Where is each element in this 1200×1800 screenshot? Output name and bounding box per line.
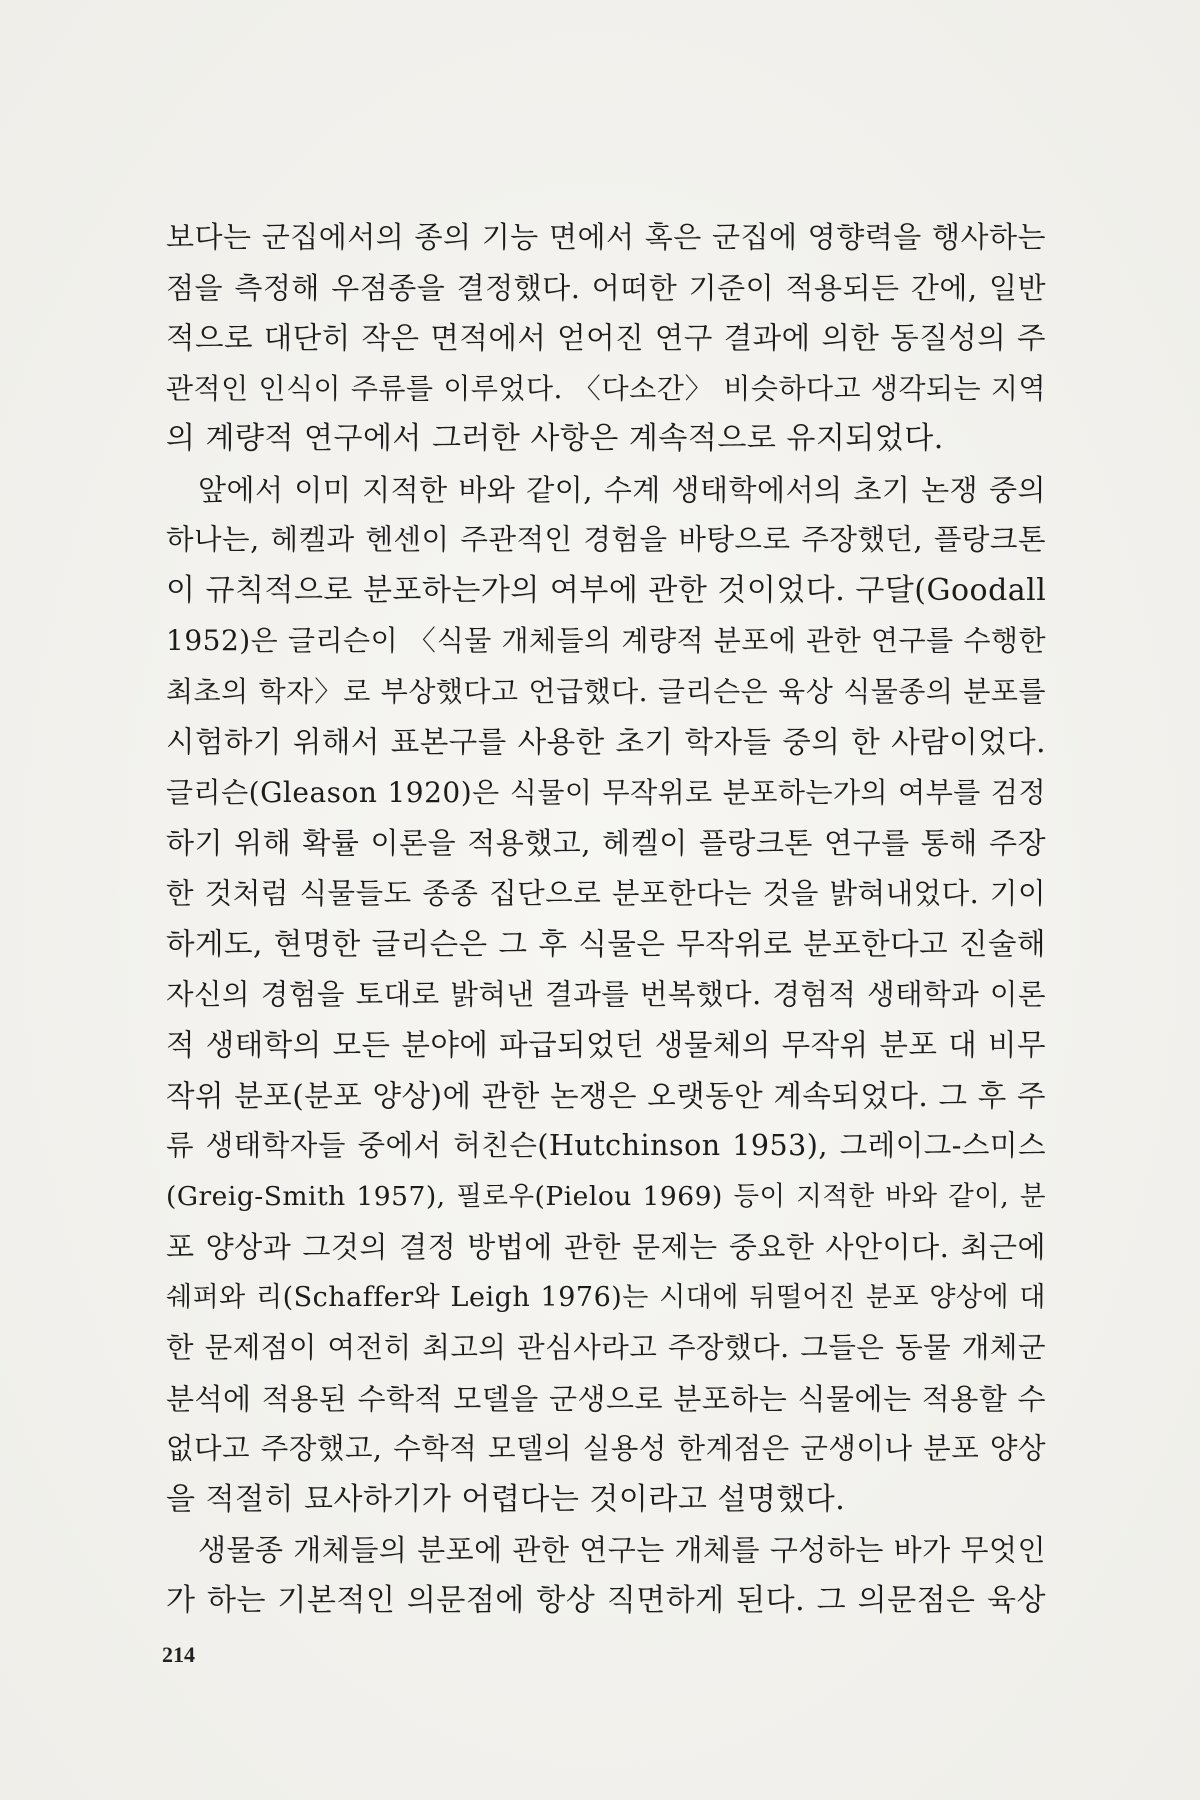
- text-line: 관적인 인식이 주류를 이루었다. 〈다소간〉 비슷하다고 생각되는 지역: [166, 371, 1046, 405]
- text-line: 포 양상과 그것의 결정 방법에 관한 문제는 중요한 사안이다. 최근에: [166, 1230, 1046, 1264]
- text-line: 하기 위해 확률 이론을 적용했고, 헤켈이 플랑크톤 연구를 통해 주장: [166, 826, 1046, 860]
- text-line: 보다는 군집에서의 종의 기능 면에서 혹은 군집에 영향력을 행사하는: [166, 220, 1046, 254]
- text-line: 시험하기 위해서 표본구를 사용한 초기 학자들 중의 한 사람이었다.: [166, 725, 1046, 759]
- text-line: 자신의 경험을 토대로 밝혀낸 결과를 번복했다. 경험적 생태학과 이론: [166, 977, 1046, 1011]
- text-line: 적으로 대단히 작은 면적에서 얻어진 연구 결과에 의한 동질성의 주: [166, 321, 1046, 355]
- text-line: 점을 측정해 우점종을 결정했다. 어떠한 기준이 적용되든 간에, 일반: [166, 270, 1046, 305]
- body-text: [166, 212, 1046, 1626]
- text-line: 가 하는 기본적인 의문점에 항상 직면하게 된다. 그 의문점은 육상: [166, 1582, 1046, 1618]
- text-line: 없다고 주장했고, 수학적 모델의 실용성 한계점은 군생이나 분포 양상: [166, 1432, 1046, 1465]
- text-line: 한 것처럼 식물들도 종종 집단으로 분포한다는 것을 밝혀내었다. 기이: [166, 876, 1046, 910]
- text-line: 글리슨(Gleason 1920)은 식물이 무작위로 분포하는가의 여부를 검정: [166, 775, 1046, 809]
- text-line: 앞에서 이미 지적한 바와 같이, 수계 생태학에서의 초기 논쟁 중의: [198, 472, 1046, 507]
- text-line: 분석에 적용된 수학적 모델을 군생으로 분포하는 식물에는 적용할 수: [166, 1381, 1046, 1416]
- text-line: 생물종 개체들의 분포에 관한 연구는 개체를 구성하는 바가 무엇인: [198, 1533, 1046, 1567]
- text-line: 류 생태학자들 중에서 허친슨(Hutchinson 1953), 그레이그-스미스: [166, 1129, 1046, 1162]
- text-line: 1952)은 글리슨이 〈식물 개체들의 계량적 분포에 관한 연구를 수행한: [166, 624, 1046, 657]
- text-line: 이 규칙적으로 분포하는가의 여부에 관한 것이었다. 구달(Goodall: [166, 572, 1047, 608]
- text-line: 하게도, 현명한 글리슨은 그 후 식물은 무작위로 분포한다고 진술해: [166, 927, 1046, 961]
- text-line: 쉐퍼와 리(Schaffer와 Leigh 1976)는 시대에 뒤떨어진 분포 양상에 대: [166, 1281, 1046, 1313]
- text-line: 작위 분포(분포 양상)에 관한 논쟁은 오랫동안 계속되었다. 그 후 주: [166, 1078, 1046, 1113]
- text-line: 하나는, 헤켈과 헨센이 주관적인 경험을 바탕으로 주장했던, 플랑크톤: [166, 523, 1046, 556]
- text-line: 최초의 학자〉로 부상했다고 언급했다. 글리슨은 육상 식물종의 분포를: [166, 674, 1046, 708]
- page-number: 214: [162, 1642, 195, 1667]
- text-line: 을 적절히 묘사하기가 어렵다는 것이라고 설명했다.: [166, 1481, 846, 1517]
- text-line: 한 문제점이 여전히 최고의 관심사라고 주장했다. 그들은 동물 개체군: [166, 1331, 1046, 1364]
- text-line: 적 생태학의 모든 분야에 파급되었던 생물체의 무작위 분포 대 비무: [166, 1028, 1046, 1062]
- text-line: (Greig-Smith 1957), 필로우(Pielou 1969) 등이 지적한 바와 같이, 분: [166, 1180, 1046, 1212]
- text-line: 의 계량적 연구에서 그러한 사항은 계속적으로 유지되었다.: [166, 421, 944, 456]
